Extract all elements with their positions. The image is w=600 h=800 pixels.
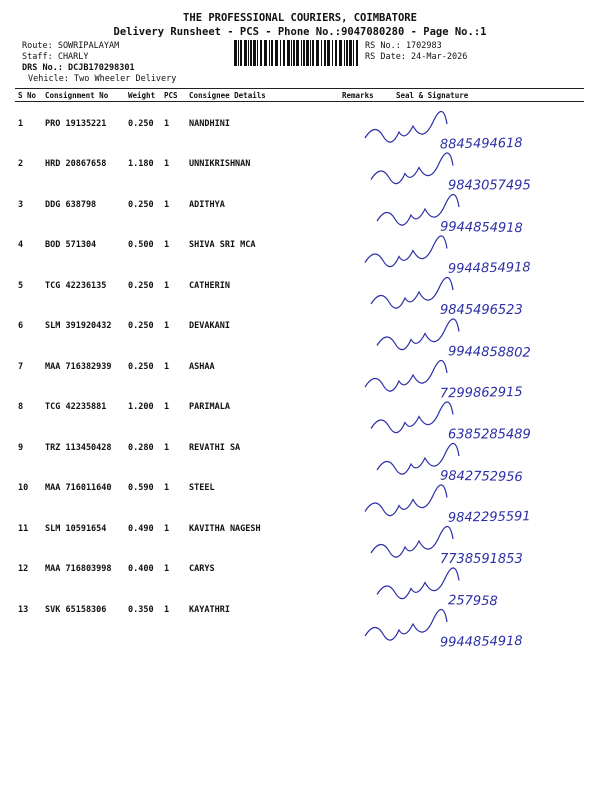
col-signature: Seal & Signature bbox=[376, 89, 584, 102]
cell-consignment: SVK 65158306 bbox=[45, 605, 107, 615]
table-row bbox=[15, 426, 584, 466]
cell-signature bbox=[376, 547, 584, 588]
cell-signature bbox=[376, 588, 584, 628]
cell-pcs: 1 bbox=[164, 240, 170, 250]
cell-pcs: 1 bbox=[164, 443, 170, 453]
cell-weight: 0.250 bbox=[128, 119, 154, 129]
signature-phone: 8845494618 bbox=[439, 135, 523, 153]
cell-remarks bbox=[339, 102, 376, 143]
signature-phone: 9944854918 bbox=[439, 633, 523, 651]
cell-consignee: STEEL bbox=[189, 483, 215, 493]
table-header-row bbox=[15, 89, 584, 102]
signature-phone: 9944854918 bbox=[447, 260, 531, 277]
col-consignee: Consignee Details bbox=[186, 89, 339, 102]
cell-sno: 1 bbox=[18, 119, 24, 129]
col-weight: Weight bbox=[125, 89, 161, 102]
signature-phone: 9842752956 bbox=[439, 468, 523, 486]
cell-consignment: TCG 42235881 bbox=[45, 402, 107, 412]
signature-phone: 7738591853 bbox=[440, 552, 523, 567]
cell-signature bbox=[376, 304, 584, 345]
cell-remarks bbox=[339, 507, 376, 547]
signature-phone: 9944854918 bbox=[439, 219, 523, 237]
cell-pcs: 1 bbox=[164, 362, 170, 372]
cell-consignment: SLM 10591654 bbox=[45, 524, 107, 534]
table-row bbox=[15, 264, 584, 304]
cell-pcs: 1 bbox=[164, 605, 170, 615]
cell-consignee: SHIVA SRI MCA bbox=[189, 240, 256, 250]
cell-remarks bbox=[339, 264, 376, 304]
cell-signature bbox=[376, 466, 584, 507]
cell-pcs: 1 bbox=[164, 119, 170, 129]
signature-phone: 9842295591 bbox=[447, 509, 531, 526]
cell-consignment: MAA 716382939 bbox=[45, 362, 112, 372]
cell-weight: 0.350 bbox=[128, 605, 154, 615]
route-label: Route: SOWRIPALAYAM bbox=[22, 41, 120, 51]
cell-sno: 3 bbox=[18, 200, 24, 210]
cell-sno: 10 bbox=[18, 483, 29, 493]
runsheet-subtitle: Delivery Runsheet - PCS - Phone No.:9047080280 - Page No.:1 bbox=[113, 26, 487, 38]
staff-label: Staff: CHARLY bbox=[22, 52, 89, 62]
cell-consignment: TCG 42236135 bbox=[45, 281, 107, 291]
runsheet-table bbox=[15, 88, 584, 628]
cell-consignment: MAA 716011640 bbox=[45, 483, 112, 493]
cell-consignee: PARIMALA bbox=[189, 402, 230, 412]
cell-signature bbox=[376, 345, 584, 385]
cell-consignment: HRD 20867658 bbox=[45, 159, 107, 169]
table-row bbox=[15, 223, 584, 264]
cell-signature bbox=[376, 102, 584, 143]
cell-weight: 0.400 bbox=[128, 564, 154, 574]
table-row bbox=[15, 142, 584, 183]
cell-signature bbox=[376, 385, 584, 426]
rs-date: RS Date: 24-Mar-2026 bbox=[365, 52, 468, 62]
cell-consignee: KAYATHRI bbox=[189, 605, 230, 615]
drs-label: DRS No.: DCJB170298301 bbox=[22, 63, 135, 73]
cell-pcs: 1 bbox=[164, 321, 170, 331]
cell-pcs: 1 bbox=[164, 200, 170, 210]
table-row bbox=[15, 507, 584, 547]
cell-consignment: BOD 571304 bbox=[45, 240, 97, 250]
signature-phone: 257958 bbox=[447, 593, 498, 610]
cell-sno: 5 bbox=[18, 281, 24, 291]
cell-consignee: DEVAKANI bbox=[189, 321, 230, 331]
cell-signature bbox=[376, 264, 584, 304]
cell-pcs: 1 bbox=[164, 159, 170, 169]
cell-pcs: 1 bbox=[164, 483, 170, 493]
cell-sno: 7 bbox=[18, 362, 24, 372]
cell-pcs: 1 bbox=[164, 564, 170, 574]
col-pcs: PCS bbox=[161, 89, 186, 102]
cell-weight: 0.500 bbox=[128, 240, 154, 250]
cell-pcs: 1 bbox=[164, 524, 170, 534]
table-row bbox=[15, 385, 584, 426]
table-row bbox=[15, 102, 584, 143]
cell-weight: 0.590 bbox=[128, 483, 154, 493]
cell-signature bbox=[376, 223, 584, 264]
table-row bbox=[15, 345, 584, 385]
cell-consignment: PRO 19135221 bbox=[45, 119, 107, 129]
table-row bbox=[15, 304, 584, 345]
cell-weight: 1.200 bbox=[128, 402, 154, 412]
cell-weight: 0.250 bbox=[128, 281, 154, 291]
cell-consignee: UNNIKRISHNAN bbox=[189, 159, 251, 169]
cell-consignee: CARYS bbox=[189, 564, 215, 574]
cell-weight: 0.250 bbox=[128, 321, 154, 331]
cell-signature bbox=[376, 507, 584, 547]
cell-consignee: ASHAA bbox=[189, 362, 215, 372]
cell-remarks bbox=[339, 304, 376, 345]
cell-weight: 1.180 bbox=[128, 159, 154, 169]
cell-sno: 4 bbox=[18, 240, 24, 250]
cell-pcs: 1 bbox=[164, 402, 170, 412]
table-row bbox=[15, 588, 584, 628]
cell-sno: 8 bbox=[18, 402, 24, 412]
signature-phone: 9845496523 bbox=[440, 303, 523, 318]
cell-consignee: ADITHYA bbox=[189, 200, 225, 210]
cell-consignee: REVATHI SA bbox=[189, 443, 241, 453]
cell-consignment: SLM 391920432 bbox=[45, 321, 112, 331]
cell-sno: 11 bbox=[18, 524, 29, 534]
cell-weight: 0.250 bbox=[128, 200, 154, 210]
cell-pcs: 1 bbox=[164, 281, 170, 291]
cell-consignee: CATHERIN bbox=[189, 281, 230, 291]
cell-weight: 0.280 bbox=[128, 443, 154, 453]
cell-signature bbox=[376, 142, 584, 183]
cell-remarks bbox=[339, 345, 376, 385]
cell-remarks bbox=[339, 588, 376, 628]
cell-consignee: KAVITHA NAGESH bbox=[189, 524, 261, 534]
cell-remarks bbox=[339, 183, 376, 223]
cell-sno: 2 bbox=[18, 159, 24, 169]
company-title: THE PROFESSIONAL COURIERS, COIMBATORE bbox=[183, 12, 417, 24]
cell-weight: 0.250 bbox=[128, 362, 154, 372]
cell-sno: 6 bbox=[18, 321, 24, 331]
cell-consignee: NANDHINI bbox=[189, 119, 230, 129]
table-row bbox=[15, 183, 584, 223]
signature-phone: 9944858802 bbox=[447, 344, 531, 361]
cell-signature bbox=[376, 426, 584, 466]
cell-sno: 13 bbox=[18, 605, 29, 615]
rs-number: RS No.: 1702983 bbox=[365, 41, 442, 51]
table-row bbox=[15, 547, 584, 588]
cell-signature bbox=[376, 183, 584, 223]
signature-phone: 9843057495 bbox=[448, 178, 531, 194]
col-sno: S No bbox=[15, 89, 42, 102]
cell-consignment: TRZ 113450428 bbox=[45, 443, 112, 453]
cell-remarks bbox=[339, 547, 376, 588]
cell-weight: 0.490 bbox=[128, 524, 154, 534]
vehicle-label: Vehicle: Two Wheeler Delivery bbox=[28, 74, 177, 84]
signature-phone: 6385285489 bbox=[448, 427, 531, 443]
cell-remarks bbox=[339, 142, 376, 183]
cell-remarks bbox=[339, 385, 376, 426]
col-consignment: Consignment No bbox=[42, 89, 125, 102]
col-remarks: Remarks bbox=[339, 89, 376, 102]
cell-remarks bbox=[339, 223, 376, 264]
cell-sno: 9 bbox=[18, 443, 24, 453]
cell-sno: 12 bbox=[18, 564, 29, 574]
cell-remarks bbox=[339, 426, 376, 466]
cell-remarks bbox=[339, 466, 376, 507]
cell-consignment: MAA 716803998 bbox=[45, 564, 112, 574]
table-row bbox=[15, 466, 584, 507]
signature-phone: 7299862915 bbox=[439, 384, 523, 402]
cell-consignment: DDG 638798 bbox=[45, 200, 97, 210]
barcode bbox=[234, 40, 358, 66]
